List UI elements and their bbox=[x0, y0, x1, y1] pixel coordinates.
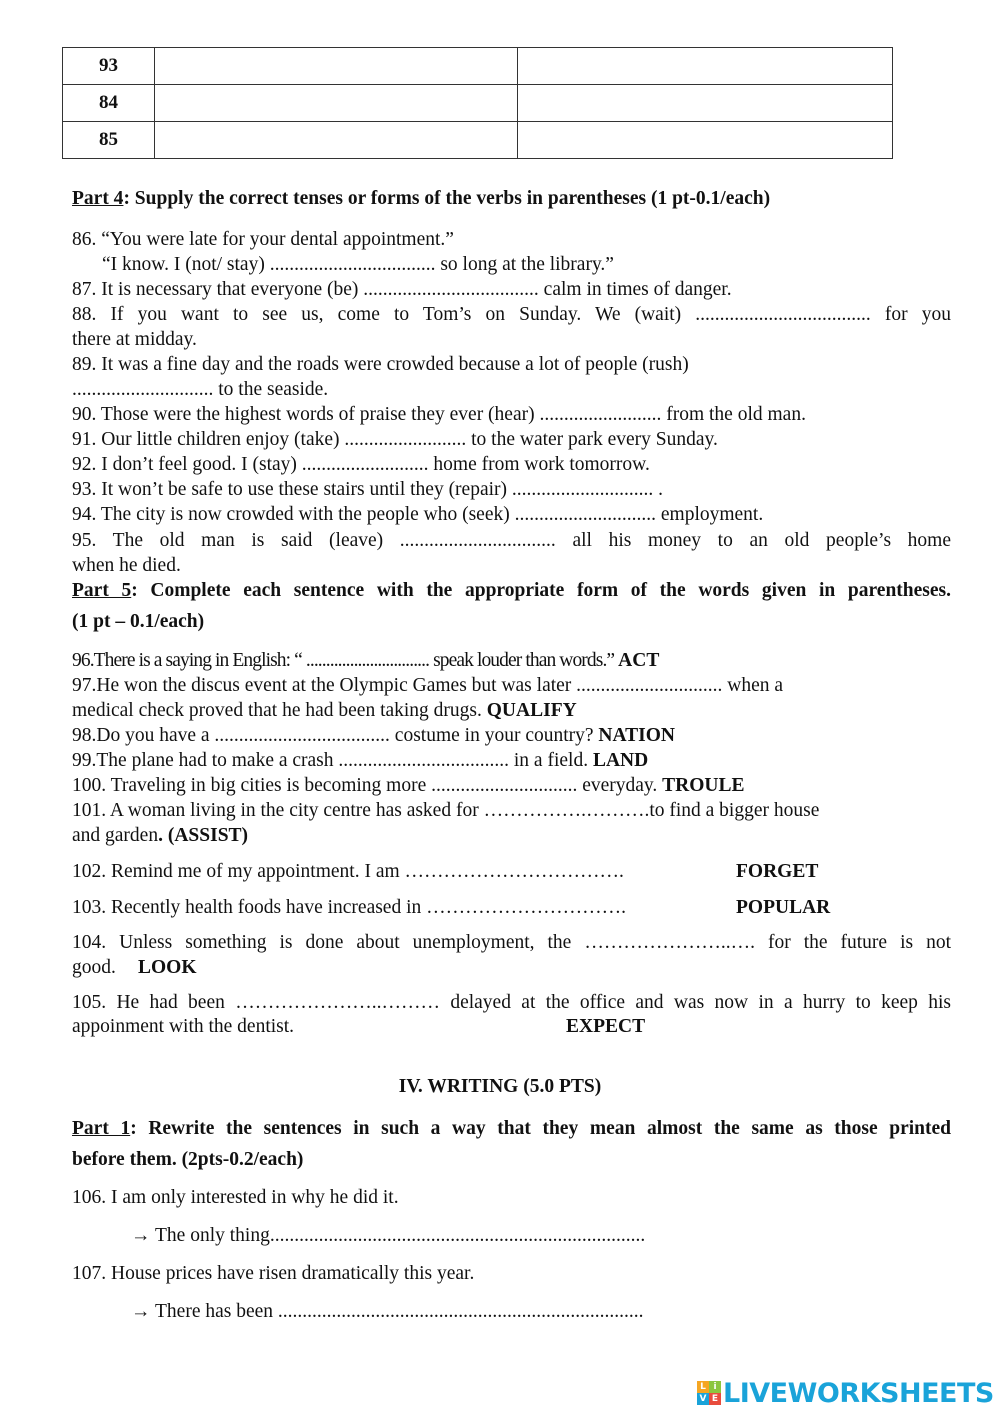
liveworksheets-logo[interactable] bbox=[697, 1378, 994, 1408]
part4-heading bbox=[72, 187, 770, 211]
question-98-text: 98.Do you have a .................................... costume in your country? bbox=[72, 725, 599, 746]
writing-part1-label: Part 1 bbox=[72, 1118, 131, 1139]
question-102: 102. Remind me of my appointment. I am ……………………………. bbox=[72, 861, 624, 882]
question-102-keyword: FORGET bbox=[736, 861, 819, 882]
logo-mark-letter: E bbox=[709, 1393, 721, 1405]
question-96 bbox=[72, 649, 659, 673]
question-93: 93. It won’t be safe to use these stairs until they (repair) ............................. . bbox=[72, 479, 664, 500]
question-88: 88. If you want to see us, come to Tom’s on Sunday. We (wait) .................................... for you bbox=[72, 304, 951, 325]
table-row bbox=[63, 85, 893, 122]
question-100-keyword: TROULE bbox=[662, 775, 745, 796]
question-101-keyword: . (ASSIST) bbox=[158, 825, 249, 846]
question-94: 94. The city is now crowded with the people who (seek) ............................. employment. bbox=[72, 504, 764, 525]
part5-title: : Complete each sentence with the appropriate form of the words given in parentheses. bbox=[131, 580, 952, 601]
question-105: 105. He had been …………………..……… delayed at the office and was now in a hurry to keep his bbox=[72, 992, 951, 1013]
question-104-cont: good. bbox=[72, 957, 116, 978]
question-97-keyword: QUALIFY bbox=[486, 700, 577, 721]
question-107-answer[interactable]: → There has been ........................................................................... bbox=[131, 1301, 644, 1322]
answer-cell[interactable] bbox=[518, 122, 893, 159]
question-98-keyword: NATION bbox=[598, 725, 675, 746]
question-95-cont: when he died. bbox=[72, 555, 181, 576]
question-99-keyword: LAND bbox=[592, 750, 649, 771]
writing-part1-heading-cont: before them. (2pts-0.2/each) bbox=[72, 1149, 304, 1170]
logo-mark-letter: i bbox=[709, 1381, 721, 1393]
question-106: 106. I am only interested in why he did it. bbox=[72, 1187, 399, 1208]
question-99 bbox=[72, 749, 648, 773]
question-95: 95. The old man is said (leave) ................................ all his money to an old people’s home bbox=[72, 530, 951, 551]
answer-cell[interactable] bbox=[155, 122, 518, 159]
question-103-keyword: POPULAR bbox=[736, 897, 831, 918]
question-86: 86. “You were late for your dental appointment.” bbox=[72, 229, 454, 250]
writing-heading: IV. WRITING (5.0 PTS) bbox=[398, 1076, 602, 1097]
question-87: 87. It is necessary that everyone (be) .................................... calm in times of danger. bbox=[72, 279, 732, 300]
question-103: 103. Recently health foods have increased in …………………………. bbox=[72, 897, 627, 918]
question-97-text: medical check proved that he had been taking drugs. bbox=[72, 700, 487, 721]
question-90: 90. Those were the highest words of praise they ever (hear) ......................... from the old man. bbox=[72, 404, 806, 425]
question-106-answer[interactable]: → The only thing............................................................................. bbox=[131, 1225, 646, 1246]
question-96-keyword: ACT bbox=[618, 650, 660, 671]
question-101-text: and garden bbox=[72, 825, 159, 846]
question-107: 107. House prices have risen dramatically this year. bbox=[72, 1263, 475, 1284]
question-91: 91. Our little children enjoy (take) ......................... to the water park every Sunday. bbox=[72, 429, 718, 450]
answer-table bbox=[62, 47, 893, 159]
question-104-keyword: LOOK bbox=[138, 957, 197, 978]
question-86-reply: “I know. I (not/ stay) .................................. so long at the library.” bbox=[102, 254, 614, 275]
question-101: 101. A woman living in the city centre has asked for …………….……….to find a bigger house bbox=[72, 800, 820, 821]
question-96-text: 96.There is a saying in English: “ ............................... speak louder than words.” bbox=[72, 650, 619, 671]
question-98 bbox=[72, 724, 675, 748]
logo-text: LIVEWORKSHEETS bbox=[723, 1377, 994, 1409]
table-row bbox=[63, 48, 893, 85]
logo-mark-letter: V bbox=[697, 1393, 709, 1405]
part4-label: Part 4 bbox=[72, 188, 124, 209]
question-89: 89. It was a fine day and the roads were crowded because a lot of people (rush) bbox=[72, 354, 689, 375]
part5-heading-cont: (1 pt – 0.1/each) bbox=[72, 611, 205, 632]
logo-mark-icon bbox=[697, 1381, 721, 1405]
question-97: 97.He won the discus event at the Olympic Games but was later .............................. when a bbox=[72, 675, 784, 696]
question-105-keyword: EXPECT bbox=[566, 1016, 646, 1037]
question-100 bbox=[72, 774, 745, 798]
part4-title: : Supply the correct tenses or forms of the verbs in parentheses (1 pt-0.1/each) bbox=[123, 188, 771, 209]
part5-heading bbox=[72, 579, 951, 603]
logo-mark-letter: L bbox=[697, 1381, 709, 1393]
answer-cell[interactable] bbox=[518, 85, 893, 122]
writing-part1-title: : Rewrite the sentences in such a way that they mean almost the same as those printed bbox=[130, 1118, 952, 1139]
row-number: 93 bbox=[63, 48, 155, 85]
question-100-text: 100. Traveling in big cities is becoming more .............................. everyday. bbox=[72, 775, 663, 796]
writing-part1-heading bbox=[72, 1117, 951, 1141]
row-number: 84 bbox=[63, 85, 155, 122]
answer-cell[interactable] bbox=[518, 48, 893, 85]
question-105-cont: appoinment with the dentist. bbox=[72, 1016, 295, 1037]
question-104: 104. Unless something is done about unemployment, the …………………..…. for the future is not bbox=[72, 932, 951, 953]
question-89-cont: ............................. to the seaside. bbox=[72, 379, 329, 400]
answer-cell[interactable] bbox=[155, 48, 518, 85]
part5-label: Part 5 bbox=[72, 580, 132, 601]
answer-cell[interactable] bbox=[155, 85, 518, 122]
row-number: 85 bbox=[63, 122, 155, 159]
question-101-cont bbox=[72, 824, 248, 848]
question-99-text: 99.The plane had to make a crash ................................... in a field. bbox=[72, 750, 593, 771]
question-92: 92. I don’t feel good. I (stay) .......................... home from work tomorrow. bbox=[72, 454, 650, 475]
question-88-cont: there at midday. bbox=[72, 329, 197, 350]
question-97-cont bbox=[72, 699, 577, 723]
table-row bbox=[63, 122, 893, 159]
